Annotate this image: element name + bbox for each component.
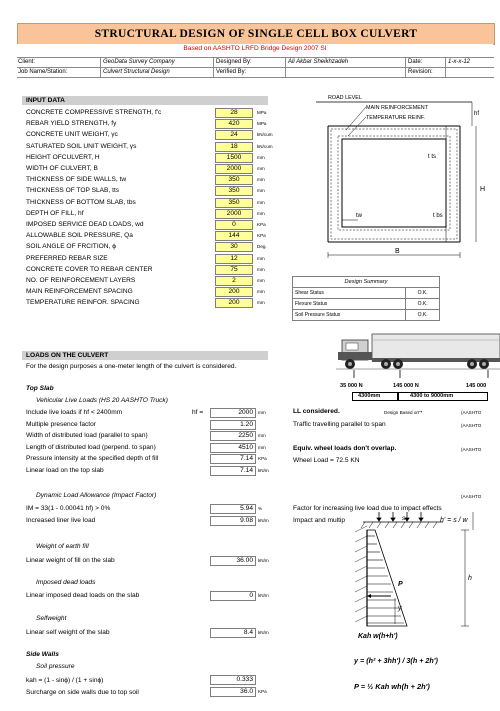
header-divider xyxy=(405,57,406,77)
surcharge-label: Surcharge on side walls due to top soil xyxy=(26,689,139,696)
title-bar xyxy=(17,23,495,45)
inc-unit: kN/m xyxy=(258,518,269,523)
input-value[interactable]: 350 xyxy=(215,198,253,208)
im-value: 5.94 xyxy=(210,504,256,514)
imposed-unit: kN/m xyxy=(258,593,269,598)
hf-label: hf xyxy=(474,111,480,117)
aashto-ref: (AASHTO xyxy=(461,494,482,499)
input-value[interactable]: 2 xyxy=(215,276,253,286)
input-label: IMPOSED SERVICE DEAD LOADS, wd xyxy=(26,221,144,228)
self-heading: Selfweight xyxy=(36,615,67,622)
header-line xyxy=(17,57,494,58)
input-label: CONCRETE COVER TO REBAR CENTER xyxy=(26,266,153,273)
live-load-value: 1.20 xyxy=(210,420,256,430)
live-load-unit: mm xyxy=(258,445,266,450)
live-load-unit: KPa xyxy=(258,456,267,461)
date-label: Date: xyxy=(408,59,423,65)
input-value[interactable]: 1500 xyxy=(215,153,253,163)
input-unit: mm xyxy=(257,177,265,182)
y-bar-formula: y = (h² + 3hh') / 3(h + 2h') xyxy=(354,656,438,665)
input-label: PREFERRED REBAR SIZE xyxy=(26,255,108,262)
im-label: IM = 33(1 - 0.00041 hf) > 0% xyxy=(26,505,111,512)
live-load-label: Linear load on the top slab xyxy=(26,467,104,474)
surcharge-value: 36.0 xyxy=(210,687,256,697)
input-unit: mm xyxy=(257,166,265,171)
input-label: CONCRETE COMPRESSIVE STRENGTH, f'c xyxy=(26,109,162,116)
axle-spacing-1-label: 4300mm xyxy=(358,393,381,399)
input-unit: mm xyxy=(257,200,265,205)
input-value[interactable]: 200 xyxy=(215,287,253,297)
input-value[interactable]: 18 xyxy=(215,142,253,152)
input-label: CONCRETE UNIT WEIGHT, γc xyxy=(26,131,118,138)
kah-value: 0.333 xyxy=(210,675,256,685)
page-subtitle: Based on AASHTO LRFD Bridge Design 2007 SI xyxy=(183,45,327,52)
input-value[interactable]: 350 xyxy=(215,175,253,185)
h-prime-formula: h' = s / w xyxy=(440,517,468,524)
input-value[interactable]: 12 xyxy=(215,254,253,264)
input-unit: mm xyxy=(257,188,265,193)
input-unit: mm xyxy=(257,278,265,283)
input-label: THICKNESS OF SIDE WALLS, tw xyxy=(26,176,127,183)
summary-value: O.K. xyxy=(406,299,440,310)
live-load-label: Pressure intensity at the specified depth of fill xyxy=(26,455,159,462)
imposed-heading: Imposed dead loads xyxy=(36,579,96,586)
live-load-value: 7.14 xyxy=(210,454,256,464)
vehicular-live-heading: Vehicular Live Loads (HS 20 AASHTO Truck) xyxy=(36,397,168,404)
input-value[interactable]: 420 xyxy=(215,119,253,129)
s-label: s xyxy=(402,515,406,522)
summary-label: Soil Pressure Status xyxy=(293,310,406,321)
aashto-ref: (AASHTO xyxy=(461,410,482,415)
side-walls-heading: Side Walls xyxy=(26,651,59,658)
surcharge-unit: KPa xyxy=(258,689,267,694)
input-label: DEPTH OF FILL, hf xyxy=(26,210,84,217)
arrow-right-icon: → xyxy=(416,406,424,415)
job-label: Job Name/Station: xyxy=(18,69,68,75)
header-line xyxy=(17,77,494,78)
input-label: SOIL ANGLE OF FRCITION, ϕ xyxy=(26,243,116,250)
tts-label: t ts xyxy=(428,154,437,160)
input-value[interactable]: 2000 xyxy=(215,209,253,219)
input-unit: mm xyxy=(257,211,265,216)
client-value[interactable]: GeoData Survey Company xyxy=(103,59,175,65)
imposed-label: Linear imposed dead loads on the slab xyxy=(26,592,140,599)
p-label: P xyxy=(398,581,403,588)
self-value: 8.4 xyxy=(210,628,256,638)
input-label: THICKNESS OF BOTTOM SLAB, tbs xyxy=(26,199,136,206)
input-value[interactable]: 24 xyxy=(215,130,253,140)
self-unit: kN/m xyxy=(258,630,269,635)
earth-unit: kN/m xyxy=(258,558,269,563)
earth-label: Linear weight of fill on the slab xyxy=(26,557,115,564)
aashto-ref: (AASHTO xyxy=(461,447,482,452)
input-heading: INPUT DATA xyxy=(26,97,65,104)
input-unit: MPa xyxy=(257,121,267,126)
summary-value: O.K. xyxy=(406,288,440,299)
header-divider xyxy=(285,57,286,77)
input-value[interactable]: 30 xyxy=(215,242,253,252)
axle-spacing-2-label: 4300 to 9000mm xyxy=(410,393,454,399)
ll-considered: LL considered. xyxy=(293,408,340,415)
subtitle-bar xyxy=(17,44,493,56)
live-load-label: Length of distributed load (perpend. to span) xyxy=(26,444,156,451)
earth-value: 36.00 xyxy=(210,556,256,566)
job-value[interactable]: Culvert Structural Design xyxy=(103,69,170,75)
input-value[interactable]: 28 xyxy=(215,108,253,118)
tbs-label: t bs xyxy=(433,213,443,219)
live-load-label: Include live loads if hf < 2400mm xyxy=(26,409,123,416)
kah-label: kah = (1 - sinϕ) / (1 + sinϕ) xyxy=(26,677,104,684)
input-unit: mm xyxy=(257,267,265,272)
inc-label: Increased liner live load xyxy=(26,517,96,524)
equiv-wheel-loads: Equiv. wheel loads don't overlap. xyxy=(293,445,397,452)
soil-pressure-heading: Soil pressure xyxy=(36,663,75,670)
input-unit: KPa xyxy=(257,233,266,238)
designed-value[interactable]: Ali Akbar Sheikhzadeh xyxy=(288,59,349,65)
designed-label: Designed By: xyxy=(216,59,252,65)
header-divider xyxy=(445,57,446,77)
design-summary-table xyxy=(292,276,440,321)
input-unit: mm xyxy=(257,256,265,261)
loads-heading: LOADS ON THE CULVERT xyxy=(26,352,109,359)
impact-note: Impact and multip xyxy=(293,517,346,524)
p-formula: P = ½ Kah wh(h + 2h') xyxy=(354,682,430,691)
h-label-soil: h xyxy=(468,575,472,582)
header-divider xyxy=(213,57,214,77)
tw-label: tw xyxy=(356,213,362,219)
summary-label: Flexure Status xyxy=(293,299,406,310)
temperature-reinf-label: TEMPERATURE REINF. xyxy=(366,115,425,121)
input-unit: Deg. xyxy=(257,244,267,249)
h-label: H xyxy=(480,186,486,193)
input-label: REBAR YIELD STRENGTH, fy xyxy=(26,120,117,127)
summary-value: O.K. xyxy=(406,310,440,321)
verified-label: Verified By: xyxy=(216,69,247,75)
axle-load-3: 145 000 xyxy=(466,383,487,389)
input-unit: mm xyxy=(257,300,265,305)
axle-load-2: 145 000 N xyxy=(393,383,419,389)
input-value[interactable]: 2000 xyxy=(215,164,253,174)
axle-load-1: 35 000 N xyxy=(340,383,363,389)
input-value[interactable]: 144 xyxy=(215,231,253,241)
design-summary-title: Design Summary xyxy=(293,277,440,288)
live-load-value: 7.14 xyxy=(210,466,256,476)
input-unit: kN/cum xyxy=(257,132,273,137)
client-label: Client: xyxy=(18,59,36,65)
live-load-label: Width of distributed load (parallel to span) xyxy=(26,432,148,439)
road-level-label: ROAD LEVEL xyxy=(328,95,362,101)
input-label: HEIGHT OFCULVERT, H xyxy=(26,154,100,161)
wheel-load: Wheel Load = 72.5 KN xyxy=(293,457,360,464)
y-label: y xyxy=(398,605,402,612)
live-load-value: 2000 xyxy=(210,408,256,418)
live-load-value: 2250 xyxy=(210,431,256,441)
live-load-value: 4510 xyxy=(210,443,256,453)
main-reinforcement-label: MAIN REINFORCEMENT xyxy=(366,105,428,111)
input-label: THICKNESS OF TOP SLAB, tts xyxy=(26,187,120,194)
design-based-on: Design Based on xyxy=(384,410,419,415)
input-unit: KPa xyxy=(257,222,266,227)
loads-intro: For the design purposes a one-meter length of the culvert is considered. xyxy=(26,363,237,370)
input-value[interactable]: 350 xyxy=(215,186,253,196)
header-divider xyxy=(100,57,101,77)
input-value[interactable]: 75 xyxy=(215,265,253,275)
input-unit: MPa xyxy=(257,110,267,115)
self-label: Linear self weight of the slab xyxy=(26,629,110,636)
input-label: SATURATED SOIL UNIT WEIGHT, γs xyxy=(26,143,137,150)
input-unit: mm xyxy=(257,289,265,294)
input-label: NO. OF REINFORCEMENT LAYERS xyxy=(26,277,136,284)
input-unit: kN/cum xyxy=(257,144,273,149)
b-label: B xyxy=(395,248,400,255)
inc-value: 9.08 xyxy=(210,516,256,526)
live-load-label: Multiple presence factor xyxy=(26,421,97,428)
top-slab-heading: Top Slab xyxy=(26,385,54,392)
earth-heading: Weight of earth fill xyxy=(36,543,89,550)
input-value[interactable]: 200 xyxy=(215,298,253,308)
live-load-unit: kN/m xyxy=(258,468,269,473)
revision-label: Revision: xyxy=(408,69,433,75)
page-title: STRUCTURAL DESIGN OF SINGLE CELL BOX CULVERT xyxy=(94,28,418,40)
summary-label: Shear Status xyxy=(293,288,406,299)
kah-w-formula: Kah w(h+h') xyxy=(358,633,398,640)
soil-pressure-diagram xyxy=(345,512,495,642)
live-load-unit: mm xyxy=(258,433,266,438)
date-value[interactable]: 1-x-x-12 xyxy=(448,59,471,65)
input-unit: mm xyxy=(257,155,265,160)
input-label: ALLOWABLE SOIL PRESSURE, Qa xyxy=(26,232,133,239)
traffic-direction: Traffic travelling parallel to span xyxy=(293,421,386,428)
live-load-symbol: hf = xyxy=(192,409,204,416)
input-label: MAIN REINFORCEMENT SPACING xyxy=(26,288,133,295)
factor-note: Factor for increasing live load due to impact effects xyxy=(293,505,442,512)
input-value[interactable]: 0 xyxy=(215,220,253,230)
dla-heading: Dynamic Load Allowance (Impact Factor) xyxy=(36,492,157,499)
truck-icon xyxy=(336,330,500,382)
im-unit: % xyxy=(258,506,263,511)
input-label: TEMPERATURE REINFOR. SPACING xyxy=(26,299,140,306)
imposed-value: 0 xyxy=(210,591,256,601)
aashto-ref: (AASHTO xyxy=(461,423,482,428)
live-load-unit: mm xyxy=(258,410,266,415)
input-label: WIDTH OF CULVERT, B xyxy=(26,165,98,172)
